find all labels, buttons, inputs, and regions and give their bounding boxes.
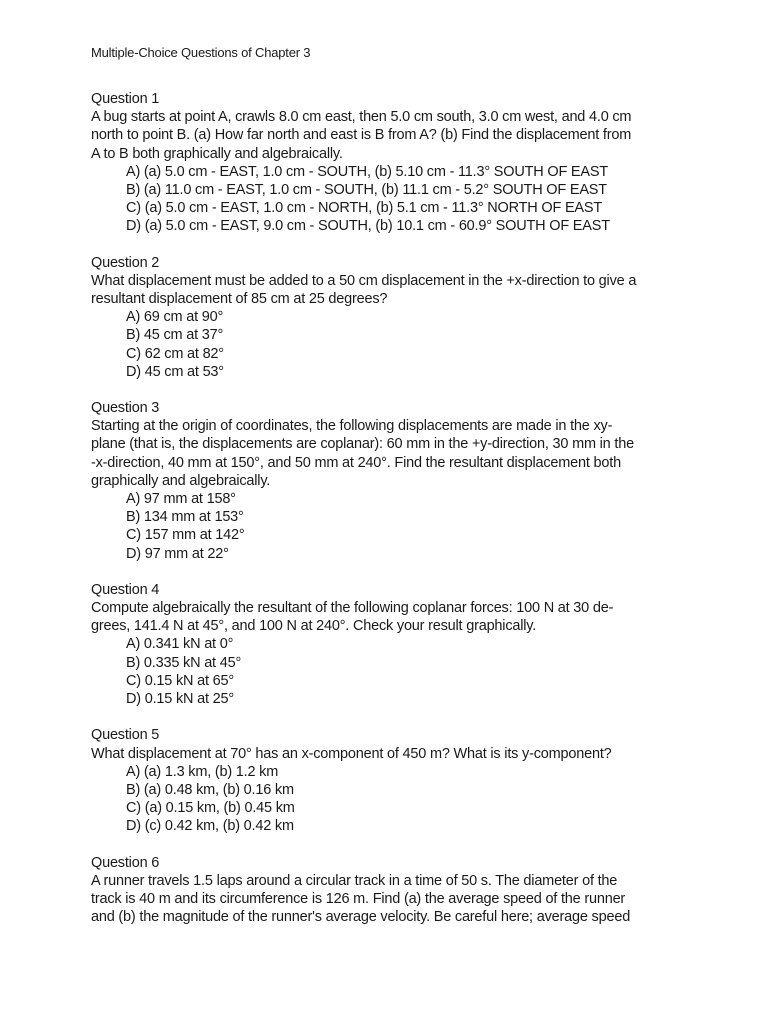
question-block: [91, 854, 691, 927]
question-block: [91, 726, 691, 835]
question-text-line: track is 40 m and its circumference is 126 m. Find (a) the average speed of the runner: [91, 890, 626, 907]
answer-option: B) 45 cm at 37°: [126, 327, 224, 344]
answer-option: C) (a) 0.15 km, (b) 0.45 km: [126, 800, 295, 817]
answer-option: A) 69 cm at 90°: [126, 309, 224, 326]
answer-option: C) 0.15 kN at 65°: [126, 672, 234, 689]
answer-option: C) 62 cm at 82°: [126, 345, 224, 362]
answer-option: C) 157 mm at 142°: [126, 527, 245, 544]
question-text-line: plane (that is, the displacements are coplanar): 60 mm in the +y-direction, 30 mm in the: [91, 436, 634, 453]
question-text-line: What displacement must be added to a 50 cm displacement in the +x-direction to give a: [91, 272, 637, 289]
answer-option: B) 0.335 kN at 45°: [126, 654, 242, 671]
question-heading: Question 2: [91, 254, 160, 271]
question-text-line: What displacement at 70° has an x-component of 450 m? What is its y-component?: [91, 745, 612, 762]
question-heading: Question 3: [91, 400, 160, 417]
question-text-line: resultant displacement of 85 cm at 25 degrees?: [91, 291, 388, 308]
document-title: Multiple-Choice Questions of Chapter 3: [91, 45, 311, 60]
answer-option: B) (a) 11.0 cm - EAST, 1.0 cm - SOUTH, (b) 11.1 cm - 5.2° SOUTH OF EAST: [126, 182, 607, 199]
question-text-line: A to B both graphically and algebraically.: [91, 145, 343, 162]
answer-option: D) (a) 5.0 cm - EAST, 9.0 cm - SOUTH, (b) 10.1 cm - 60.9° SOUTH OF EAST: [126, 218, 610, 235]
question-text-line: grees, 141.4 N at 45°, and 100 N at 240°. Check your result graphically.: [91, 618, 537, 635]
question-text-line: A runner travels 1.5 laps around a circular track in a time of 50 s. The diameter of the: [91, 872, 618, 889]
question-text-line: graphically and algebraically.: [91, 472, 271, 489]
question-block: [91, 90, 691, 236]
answer-option: D) 97 mm at 22°: [126, 545, 229, 562]
answer-option: B) (a) 0.48 km, (b) 0.16 km: [126, 781, 294, 798]
answer-option: A) (a) 5.0 cm - EAST, 1.0 cm - SOUTH, (b) 5.10 cm - 11.3° SOUTH OF EAST: [126, 163, 609, 180]
question-text-line: Starting at the origin of coordinates, the following displacements are made in the xy-: [91, 418, 613, 435]
question-block: [91, 254, 691, 381]
question-heading: Question 4: [91, 581, 160, 598]
answer-option: A) 0.341 kN at 0°: [126, 636, 234, 653]
question-heading: Question 1: [91, 91, 160, 107]
question-text-line: north to point B. (a) How far north and east is B from A? (b) Find the displacement from: [91, 127, 632, 144]
document-page: [91, 44, 691, 944]
question-block: [91, 399, 691, 563]
answer-option: A) (a) 1.3 km, (b) 1.2 km: [126, 763, 279, 780]
answer-option: D) (c) 0.42 km, (b) 0.42 km: [126, 818, 294, 835]
question-heading: Question 6: [91, 854, 160, 871]
question-text-line: and (b) the magnitude of the runner's average velocity. Be careful here; average speed: [91, 909, 631, 926]
answer-option: C) (a) 5.0 cm - EAST, 1.0 cm - NORTH, (b) 5.1 cm - 11.3° NORTH OF EAST: [126, 200, 603, 217]
answer-option: D) 0.15 kN at 25°: [126, 691, 234, 708]
answer-option: B) 134 mm at 153°: [126, 509, 244, 526]
answer-option: D) 45 cm at 53°: [126, 363, 224, 380]
question-block: [91, 581, 691, 708]
question-heading: Question 5: [91, 727, 160, 744]
question-text-line: A bug starts at point A, crawls 8.0 cm east, then 5.0 cm south, 3.0 cm west, and 4.0 cm: [91, 109, 632, 126]
question-text-line: Compute algebraically the resultant of the following coplanar forces: 100 N at 30 de-: [91, 600, 614, 617]
answer-option: A) 97 mm at 158°: [126, 491, 236, 508]
question-text-line: -x-direction, 40 mm at 150°, and 50 mm at 240°. Find the resultant displacement both: [91, 454, 621, 471]
question-list: [91, 90, 691, 926]
